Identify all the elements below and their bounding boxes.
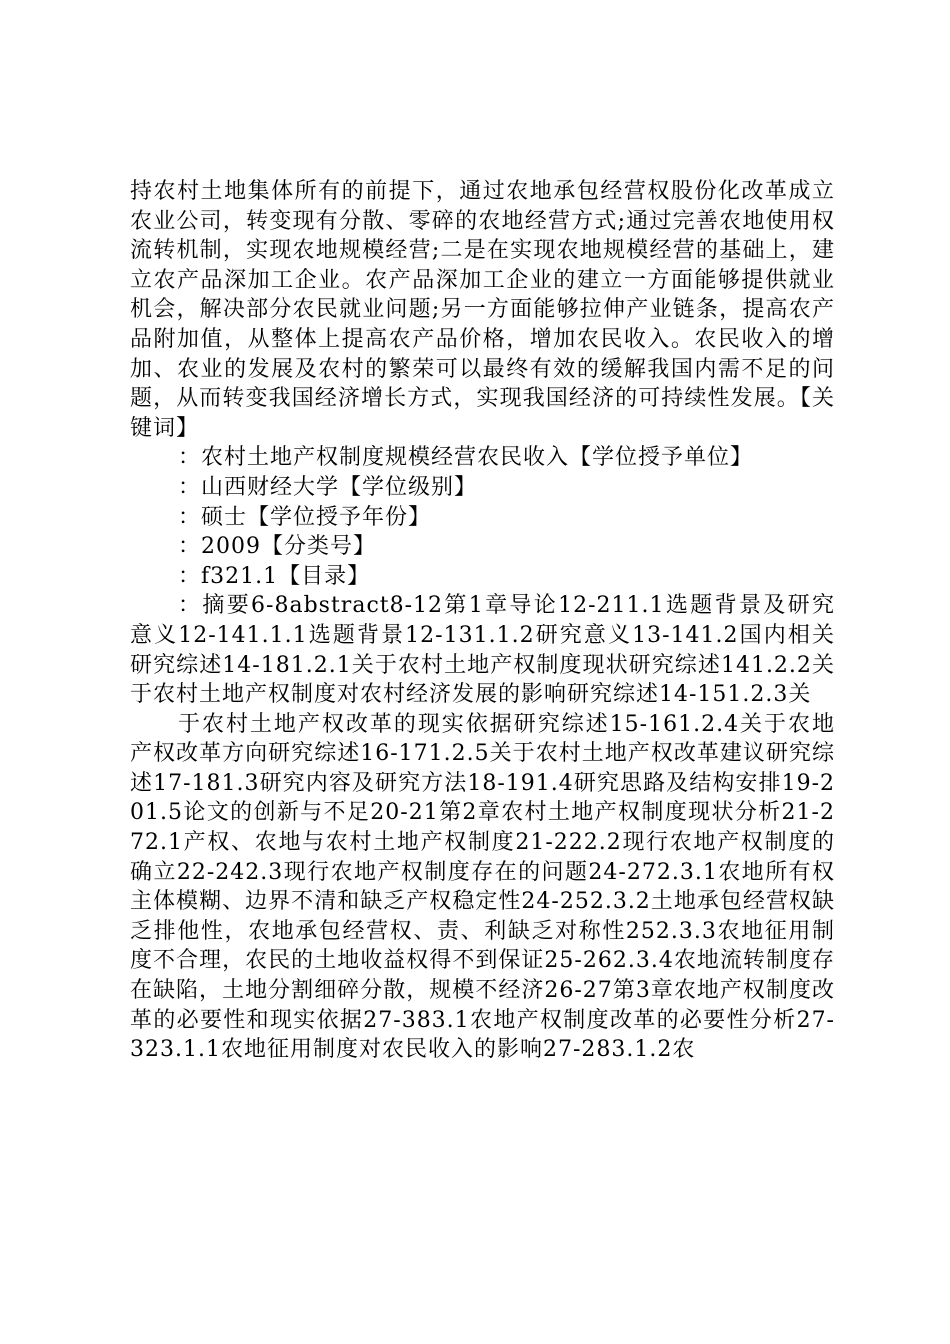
toc-paragraph-2: 于农村土地产权改革的现实依据研究综述15-161.2.4关于农地产权改革方向研究综述16-171.2.5关于农村土地产权改革建议研究综述17-181.3研究内容及研究方法18-191.4研究思路及结构安排19-201.5论文的创新与不足20-21第2章农村土地产权制度现状分析21-272.1产权、农地与农村土地产权制度21-222.2现行农地产权制度的确立22-242.3现行农地产权制度存在的问题24-272.3.1农地所有权主体模糊、边界不清和缺乏产权稳定性24-252.3.2土地承包经营权缺乏排他性，农地承包经营权、责、利缺乏对称性252.3.3农地征用制度不合理，农民的土地收益权得不到保证25-262.3.4农地流转制度存在缺陷，土地分割细碎分散，规模不经济26-27第3章农地产权制度改革的必要性和现实依据27-383.1农地产权制度改革的必要性分析27-323.1.1农地征用制度对农民收入的影响27-283.1.2农 (130, 711, 835, 1063)
toc-paragraph-1: ：摘要6-8abstract8-12第1章导论12-211.1选题背景及研究意义12-141.1.1选题背景12-131.1.2研究意义13-141.2国内相关研究综述14-181.2.1关于农村土地产权制度现状研究综述141.2.2关于农村土地产权制度对农村经济发展的影响研究综述14-151.2.3关 (130, 593, 835, 708)
degree-year-line: ：2009【分类号】 (178, 534, 376, 560)
classification-line: ：f321.1【目录】 (178, 563, 371, 589)
degree-level-line: ：硕士【学位授予年份】 (178, 504, 432, 530)
body-paragraph-1: 持农村土地集体所有的前提下，通过农地承包经营权股份化改革成立农业公司，转变现有分散、零碎的农地经营方式;通过完善农地使用权流转机制，实现农地规模经营;二是在实现农地规模经营的基础上，建立农产品深加工企业。农产品深加工企业的建立一方面能够提供就业机会，解决部分农民就业问题;另一方面能够拉伸产业链条，提高农产品附加值，从整体上提高农产品价格，增加农民收入。农民收入的增加、农业的发展及农村的繁荣可以最终有效的缓解我国内需不足的问题，从而转变我国经济增长方式，实现我国经济的可持续性发展。【关键词】 (130, 179, 835, 441)
keywords-line: ：农村土地产权制度规模经营农民收入【学位授予单位】 (178, 445, 754, 471)
document-page (130, 177, 835, 1065)
degree-unit-line: ：山西财经大学【学位级别】 (178, 474, 478, 500)
